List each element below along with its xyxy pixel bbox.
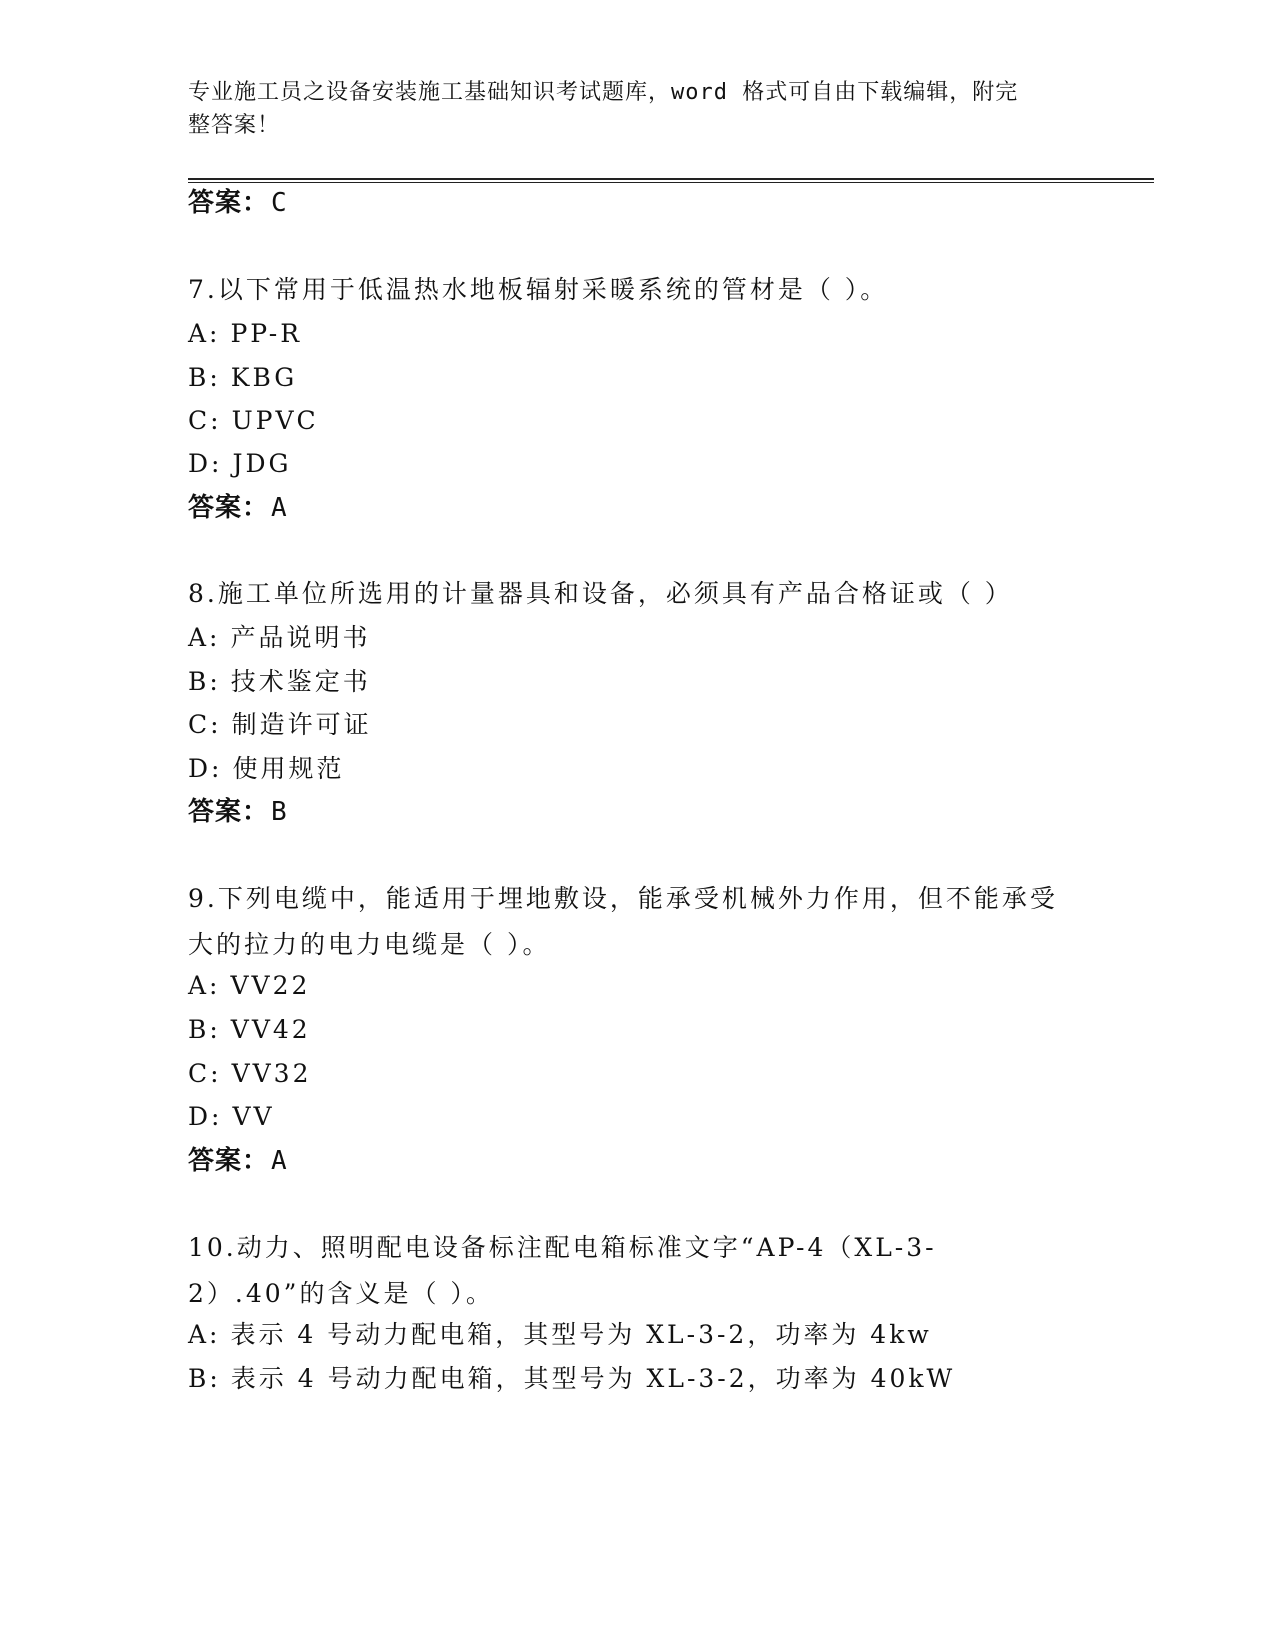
answer-prefix: 答案： [188, 1146, 270, 1176]
answer-value: A [271, 493, 288, 523]
question-stem: 9.下列电缆中，能适用于埋地敷设，能承受机械外力作用，但不能承受大的拉力的电力电缆是（ ）。 [188, 884, 1058, 959]
answer-value: A [271, 1146, 288, 1176]
answer-value: C [271, 188, 288, 218]
answer-line [188, 492, 288, 524]
answer-value: B [271, 797, 288, 827]
header-line-1: 专业施工员之设备安装施工基础知识考试题库，word 格式可自由下载编辑，附完 [188, 80, 1019, 105]
option-b: B: 技术鉴定书 [188, 667, 371, 696]
header-line-2: 整答案！ [188, 113, 281, 138]
question-stem: 8.施工单位所选用的计量器具和设备，必须具有产品合格证或（ ） [188, 579, 1013, 608]
header-divider-thin [188, 182, 1154, 183]
question-stem: 10.动力、照明配电设备标注配电箱标准文字“AP-4（XL-3-2）.40”的含义是（ ）。 [188, 1233, 937, 1308]
option-d: D: 使用规范 [188, 754, 345, 783]
option-a: A: 产品说明书 [188, 623, 371, 652]
option-a: A: 表示 4 号动力配电箱，其型号为 XL-3-2，功率为 4kw [188, 1320, 932, 1349]
option-c: C: VV32 [188, 1059, 312, 1088]
option-c: C: UPVC [188, 406, 319, 435]
option-d: D: JDG [188, 449, 292, 478]
document-header [188, 76, 1068, 142]
answer-prefix: 答案： [188, 797, 270, 827]
answer-line [188, 1145, 288, 1177]
question-stem: 7.以下常用于低温热水地板辐射采暖系统的管材是（ ）。 [188, 275, 889, 304]
option-d: D: VV [188, 1102, 275, 1131]
option-b: B: KBG [188, 363, 298, 392]
option-b: B: 表示 4 号动力配电箱，其型号为 XL-3-2，功率为 40kW [188, 1364, 956, 1393]
header-divider [188, 178, 1154, 180]
answer-line [188, 796, 288, 828]
option-b: B: VV42 [188, 1015, 311, 1044]
option-a: A: PP-R [188, 319, 303, 348]
answer-line [188, 187, 288, 219]
option-c: C: 制造许可证 [188, 710, 372, 739]
answer-prefix: 答案： [188, 493, 270, 523]
option-a: A: VV22 [188, 971, 311, 1000]
answer-prefix: 答案： [188, 188, 270, 218]
